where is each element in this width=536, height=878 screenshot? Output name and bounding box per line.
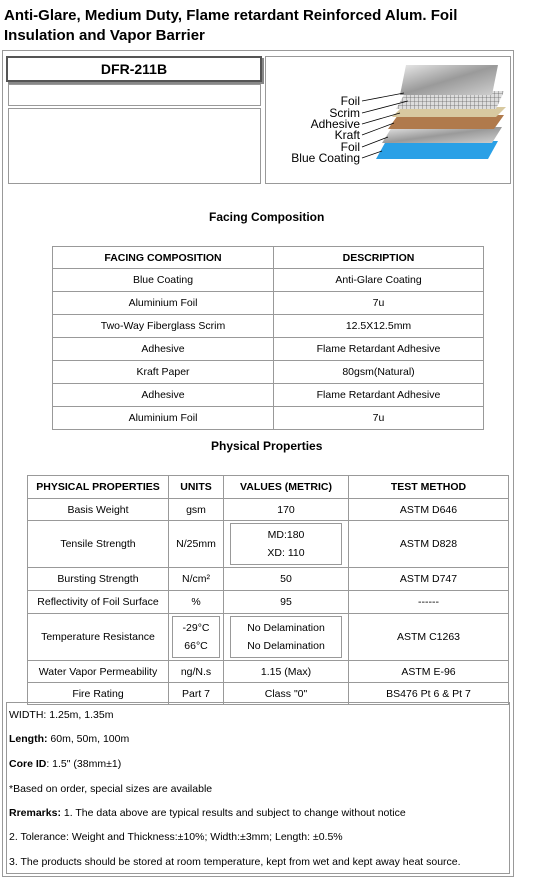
- facing-title: Facing Composition: [209, 210, 325, 224]
- table-cell: ASTM D747: [349, 568, 509, 591]
- core-note: [9, 758, 121, 770]
- storage-note: 3. The products should be stored at room temperature, kept from wet and kept away heat source.: [9, 856, 461, 868]
- table-cell: ng/N.s: [169, 661, 224, 683]
- order-note: *Based on order, special sizes are available: [9, 783, 213, 795]
- table-cell: [224, 521, 349, 568]
- column-header: VALUES (METRIC): [224, 476, 349, 499]
- notes-box: [6, 702, 510, 874]
- values-box: [230, 616, 342, 658]
- note-label: WIDTH:: [9, 709, 47, 721]
- table-cell: Aluminium Foil: [53, 407, 274, 430]
- table-cell: Water Vapor Permeability: [28, 661, 169, 683]
- table-row: [28, 591, 509, 614]
- table-cell: Basis Weight: [28, 499, 169, 521]
- table-row: [53, 407, 484, 430]
- note-label: Rremarks:: [9, 807, 61, 819]
- table-row: [53, 384, 484, 407]
- column-header: DESCRIPTION: [274, 247, 484, 269]
- layer-kraft: [388, 115, 504, 129]
- table-cell: MD:180: [267, 529, 305, 541]
- layer-label: Foil: [340, 140, 360, 154]
- column-header: UNITS: [169, 476, 224, 499]
- table-cell: Aluminium Foil: [53, 292, 274, 315]
- table-cell: 12.5X12.5mm: [274, 315, 484, 338]
- physical-table: [27, 475, 509, 705]
- table-cell: 170: [224, 499, 349, 521]
- note-value: 1. The data above are typical results and subject to change without notice: [60, 807, 406, 819]
- column-header: TEST METHOD: [349, 476, 509, 499]
- table-cell: No Delamination: [247, 640, 325, 652]
- layer-label: Blue Coating: [291, 151, 360, 165]
- table-cell: Bursting Strength: [28, 568, 169, 591]
- table-cell: 1.15 (Max): [224, 661, 349, 683]
- layer-diagram-svg: [266, 57, 510, 183]
- table-row: [28, 499, 509, 521]
- table-cell: Adhesive: [53, 338, 274, 361]
- column-header: FACING COMPOSITION: [53, 247, 274, 269]
- layer-label: Foil: [340, 94, 360, 108]
- values-box: [230, 523, 342, 565]
- table-row: [28, 614, 509, 661]
- table-cell: Blue Coating: [53, 269, 274, 292]
- table-cell: 80gsm(Natural): [274, 361, 484, 384]
- table-cell: 7u: [274, 407, 484, 430]
- note-label: Core ID: [9, 758, 47, 770]
- table-cell: BS476 Pt 6 & Pt 7: [349, 683, 509, 705]
- note-value: 1.25m, 1.35m: [46, 709, 114, 721]
- table-cell: ASTM C1263: [349, 614, 509, 661]
- table-cell: Fire Rating: [28, 683, 169, 705]
- table-row: [53, 292, 484, 315]
- table-row: [28, 568, 509, 591]
- table-cell: Flame Retardant Adhesive: [274, 338, 484, 361]
- note-value: 60m, 50m, 100m: [47, 733, 130, 745]
- table-header-row: [28, 476, 509, 499]
- table-cell: %: [169, 591, 224, 614]
- layer-label: Adhesive: [310, 117, 360, 131]
- table-row: [53, 315, 484, 338]
- layer-foil-top: [400, 65, 498, 95]
- table-cell: 95: [224, 591, 349, 614]
- column-header: PHYSICAL PROPERTIES: [28, 476, 169, 499]
- layer-blue: [376, 141, 498, 159]
- table-cell: -29°C: [182, 622, 210, 634]
- empty-field-1: [8, 84, 261, 106]
- table-cell: Two-Way Fiberglass Scrim: [53, 315, 274, 338]
- table-row: [53, 361, 484, 384]
- table-cell: No Delamination: [247, 622, 325, 634]
- table-cell: [224, 614, 349, 661]
- units-box: [172, 616, 220, 658]
- note-label: Length:: [9, 733, 48, 745]
- table-header-row: [53, 247, 484, 269]
- product-code: DFR-211B: [6, 56, 262, 82]
- table-row: [28, 521, 509, 568]
- table-cell: gsm: [169, 499, 224, 521]
- layer-foil-bottom: [382, 127, 502, 143]
- table-cell: ASTM E-96: [349, 661, 509, 683]
- table-cell: Temperature Resistance: [28, 614, 169, 661]
- remarks-note: [9, 807, 406, 819]
- table-cell: [169, 614, 224, 661]
- table-cell: Anti-Glare Coating: [274, 269, 484, 292]
- layer-diagram: [265, 56, 511, 184]
- table-cell: Part 7: [169, 683, 224, 705]
- table-cell: Kraft Paper: [53, 361, 274, 384]
- table-cell: 50: [224, 568, 349, 591]
- table-row: [53, 269, 484, 292]
- table-cell: ASTM D646: [349, 499, 509, 521]
- table-cell: ASTM D828: [349, 521, 509, 568]
- table-cell: ------: [349, 591, 509, 614]
- product-title: Anti-Glare, Medium Duty, Flame retardant Reinforced Alum. Foil Insulation and Vapor Barrier: [4, 7, 458, 44]
- empty-field-2: [8, 108, 261, 184]
- note-value: : 1.5" (38mm±1): [46, 758, 122, 770]
- physical-title: Physical Properties: [211, 439, 323, 453]
- table-cell: Adhesive: [53, 384, 274, 407]
- length-note: [9, 733, 129, 745]
- table-cell: Tensile Strength: [28, 521, 169, 568]
- table-cell: 7u: [274, 292, 484, 315]
- table-row: [28, 661, 509, 683]
- tolerance-note: 2. Tolerance: Weight and Thickness:±10%; Width:±3mm; Length: ±0.5%: [9, 831, 343, 843]
- table-cell: 66°C: [184, 640, 208, 652]
- layer-label: Kraft: [334, 128, 360, 142]
- table-cell: Reflectivity of Foil Surface: [28, 591, 169, 614]
- table-cell: Class "0": [224, 683, 349, 705]
- table-cell: N/cm²: [169, 568, 224, 591]
- width-note: [9, 709, 113, 721]
- table-cell: Flame Retardant Adhesive: [274, 384, 484, 407]
- table-cell: N/25mm: [169, 521, 224, 568]
- table-row: [53, 338, 484, 361]
- layer-label: Scrim: [329, 106, 360, 120]
- facing-table: [52, 246, 484, 430]
- table-cell: XD: 110: [267, 547, 305, 559]
